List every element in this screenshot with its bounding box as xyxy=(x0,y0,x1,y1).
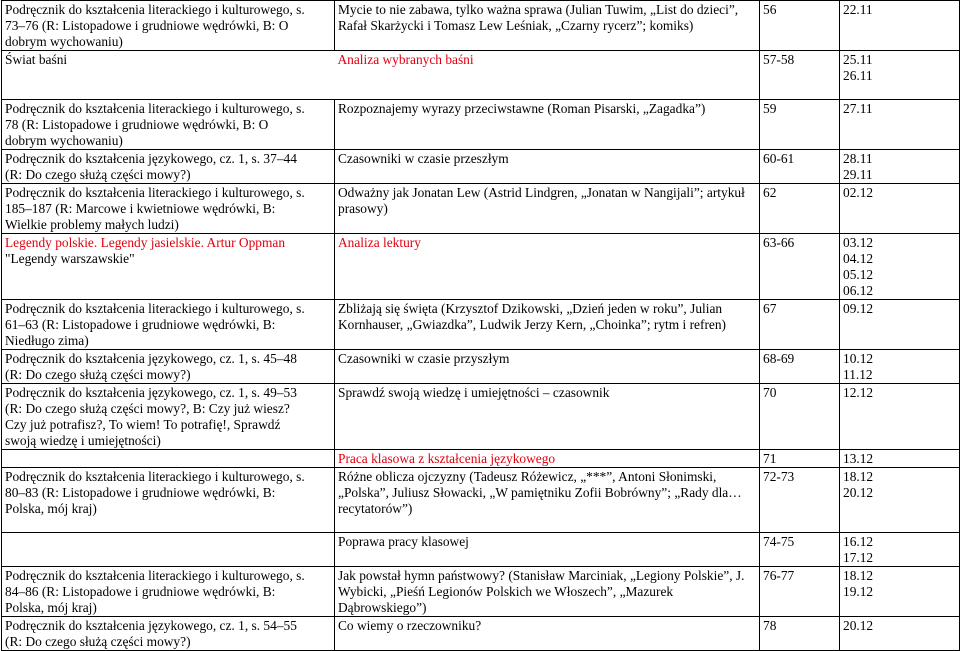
source-line: Legendy polskie. Legendy jasielskie. Artur Oppman xyxy=(5,235,286,250)
topic-line: „Polska”, Juliusz Słowacki, „W pamiętniku Zofii Bobrówny”; „Rady dla… xyxy=(338,485,742,500)
table-row xyxy=(2,234,960,300)
lesson-number-cell xyxy=(760,100,840,150)
lesson-number: 56 xyxy=(763,2,777,17)
topic-cell xyxy=(335,234,760,300)
source-cell xyxy=(2,617,335,651)
table-row xyxy=(2,350,960,384)
topic-cell xyxy=(335,468,760,533)
source-line: Świat baśni xyxy=(5,52,68,67)
lesson-date: 06.12 xyxy=(843,283,874,298)
lesson-date: 18.12 xyxy=(843,568,874,583)
date-cell xyxy=(840,350,960,384)
topic-cell xyxy=(335,533,760,567)
source-cell xyxy=(2,300,335,350)
table-row xyxy=(2,533,960,567)
lesson-number-cell xyxy=(760,450,840,468)
table-row xyxy=(2,150,960,184)
lesson-date: 04.12 xyxy=(843,251,874,266)
source-line: (R: Do czego służą części mowy?, B: Czy już wiesz? xyxy=(5,401,290,416)
source-cell xyxy=(2,234,335,300)
topic-line: Sprawdź swoją wiedzę i umiejętności – czasownik xyxy=(338,385,610,400)
lesson-number: 70 xyxy=(763,385,777,400)
topic-line: Czasowniki w czasie przeszłym xyxy=(338,151,509,166)
source-line: 78 (R: Listopadowe i grudniowe wędrówki, B: O xyxy=(5,117,269,132)
source-cell xyxy=(2,533,335,567)
topic-line: Kornhauser, „Gwiazdka”, Ludwik Jerzy Kern, „Choinka”; rytm i refren) xyxy=(338,317,727,332)
date-cell xyxy=(840,184,960,234)
topic-line: Rozpoznajemy wyrazy przeciwstawne (Roman Pisarski, „Zagadka”) xyxy=(338,101,706,116)
source-cell xyxy=(2,450,335,468)
topic-cell xyxy=(335,384,760,450)
source-cell xyxy=(2,150,335,184)
lesson-number-cell xyxy=(760,234,840,300)
topic-line: Analiza wybranych baśni xyxy=(337,52,474,67)
source-line: Podręcznik do kształcenia literackiego i kulturowego, s. xyxy=(5,2,305,17)
lesson-number-cell xyxy=(760,384,840,450)
lesson-date: 05.12 xyxy=(843,267,874,282)
lesson-date: 09.12 xyxy=(843,301,874,316)
source-line: Polska, mój kraj) xyxy=(5,501,97,516)
topic-line: Rafał Skarżycki i Tomasz Lew Leśniak, „Czarny rycerz”; komiks) xyxy=(338,18,694,33)
lesson-number-cell xyxy=(760,350,840,384)
lesson-number-cell xyxy=(760,1,840,51)
date-cell xyxy=(840,468,960,533)
source-cell xyxy=(2,567,335,617)
date-cell xyxy=(840,450,960,468)
lesson-date: 20.12 xyxy=(843,618,874,633)
source-line: 61–63 (R: Listopadowe i grudniowe wędrówki, B: xyxy=(5,317,276,332)
topic-cell xyxy=(335,150,760,184)
topic-line: prasowy) xyxy=(338,201,388,216)
lesson-date: 13.12 xyxy=(843,451,874,466)
topic-line: Co wiemy o rzeczowniku? xyxy=(338,618,482,633)
topic-line: Wybicki, „Pieśń Legionów Polskich we Włoszech”, „Mazurek xyxy=(338,584,674,599)
source-line: 185–187 (R: Marcowe i kwietniowe wędrówki, B: xyxy=(5,201,276,216)
lesson-number: 57-58 xyxy=(763,52,795,67)
table-row xyxy=(2,100,960,150)
lesson-number: 60-61 xyxy=(763,151,795,166)
source-line: dobrym wychowaniu) xyxy=(5,133,123,148)
topic-line: Praca klasowa z kształcenia językowego xyxy=(338,451,556,466)
lesson-date: 11.12 xyxy=(843,367,873,382)
lesson-number: 63-66 xyxy=(763,235,795,250)
date-cell xyxy=(840,617,960,651)
source-line: Podręcznik do kształcenia literackiego i kulturowego, s. xyxy=(5,185,305,200)
topic-line: Czasowniki w czasie przyszłym xyxy=(338,351,510,366)
table-row xyxy=(2,51,960,100)
lesson-number: 59 xyxy=(763,101,777,116)
lesson-date: 26.11 xyxy=(843,68,873,83)
lesson-number: 74-75 xyxy=(763,534,795,549)
source-line: Podręcznik do kształcenia literackiego i kulturowego, s. xyxy=(5,301,305,316)
topic-cell xyxy=(335,1,760,51)
date-cell xyxy=(840,234,960,300)
source-line: Niedługo zima) xyxy=(5,333,89,348)
source-cell xyxy=(2,350,335,384)
topic-line: Jak powstał hymn państwowy? (Stanisław Marciniak, „Legiony Polskie”, J. xyxy=(338,568,745,583)
lesson-number: 78 xyxy=(763,618,777,633)
source-line: Podręcznik do kształcenia językowego, cz. 1, s. 45–48 xyxy=(5,351,297,366)
table-row xyxy=(2,184,960,234)
source-line: "Legendy warszawskie" xyxy=(5,251,135,266)
lesson-number-cell xyxy=(760,567,840,617)
source-line: Polska, mój kraj) xyxy=(5,600,97,615)
date-cell xyxy=(840,100,960,150)
date-cell xyxy=(840,384,960,450)
lesson-number-cell xyxy=(760,300,840,350)
source-line: Podręcznik do kształcenia literackiego i kulturowego, s. xyxy=(5,101,305,116)
date-cell xyxy=(840,150,960,184)
topic-line: Dąbrowskiego”) xyxy=(338,600,427,615)
source-cell xyxy=(2,51,335,100)
lesson-date: 28.11 xyxy=(843,151,873,166)
source-cell xyxy=(2,384,335,450)
topic-line: recytatorów”) xyxy=(338,501,413,516)
lesson-plan-table xyxy=(1,0,960,651)
table-row xyxy=(2,617,960,651)
source-cell xyxy=(2,184,335,234)
topic-line: Mycie to nie zabawa, tylko ważna sprawa (Julian Tuwim, „List do dzieci”, xyxy=(338,2,739,17)
lesson-date: 16.12 xyxy=(843,534,874,549)
lesson-date: 25.11 xyxy=(843,52,873,67)
source-line: (R: Do czego służą części mowy?) xyxy=(5,634,191,649)
lesson-number-cell xyxy=(760,533,840,567)
source-line: 73–76 (R: Listopadowe i grudniowe wędrówki, B: O xyxy=(5,18,289,33)
lesson-date: 10.12 xyxy=(843,351,874,366)
topic-line: Odważny jak Jonatan Lew (Astrid Lindgren, „Jonatan w Nangijali”; artykuł xyxy=(338,185,745,200)
lesson-date: 17.12 xyxy=(843,550,874,565)
lesson-number: 72-73 xyxy=(763,469,795,484)
topic-cell xyxy=(335,300,760,350)
source-line: swoją wiedzę i umiejętności) xyxy=(5,433,161,448)
lesson-number: 68-69 xyxy=(763,351,795,366)
topic-line: Różne oblicza ojczyzny (Tadeusz Różewicz, „***”, Antoni Słonimski, xyxy=(338,469,717,484)
topic-line: Zbliżają się święta (Krzysztof Dzikowski, „Dzień jeden w roku”, Julian xyxy=(338,301,723,316)
lesson-plan-body xyxy=(2,1,960,651)
lesson-date: 22.11 xyxy=(843,2,873,17)
lesson-number-cell xyxy=(760,51,840,100)
table-row xyxy=(2,300,960,350)
source-line: Podręcznik do kształcenia językowego, cz. 1, s. 49–53 xyxy=(5,385,297,400)
topic-cell xyxy=(335,51,760,100)
topic-cell xyxy=(335,100,760,150)
lesson-date: 18.12 xyxy=(843,469,874,484)
lesson-date: 03.12 xyxy=(843,235,874,250)
lesson-number: 71 xyxy=(763,451,777,466)
source-line: 84–86 (R: Listopadowe i grudniowe wędrówki, B: xyxy=(5,584,276,599)
source-line: Podręcznik do kształcenia literackiego i kulturowego, s. xyxy=(5,469,305,484)
lesson-date: 20.12 xyxy=(843,485,874,500)
lesson-number: 67 xyxy=(763,301,777,316)
table-row xyxy=(2,468,960,533)
lesson-number-cell xyxy=(760,468,840,533)
source-cell xyxy=(2,100,335,150)
date-cell xyxy=(840,300,960,350)
lesson-date: 19.12 xyxy=(843,584,874,599)
lesson-number-cell xyxy=(760,150,840,184)
source-line: (R: Do czego służą części mowy?) xyxy=(5,367,191,382)
source-line: Podręcznik do kształcenia językowego, cz. 1, s. 54–55 xyxy=(5,618,297,633)
source-line: (R: Do czego służą części mowy?) xyxy=(5,167,191,182)
table-row xyxy=(2,567,960,617)
table-row xyxy=(2,450,960,468)
source-cell xyxy=(2,1,335,51)
lesson-number: 62 xyxy=(763,185,777,200)
source-cell xyxy=(2,468,335,533)
source-line: Wielkie problemy małych ludzi) xyxy=(5,217,179,232)
lesson-date: 29.11 xyxy=(843,167,873,182)
topic-cell xyxy=(335,184,760,234)
source-line: Podręcznik do kształcenia językowego, cz. 1, s. 37–44 xyxy=(5,151,297,166)
date-cell xyxy=(840,533,960,567)
date-cell xyxy=(840,51,960,100)
table-row xyxy=(2,1,960,51)
topic-cell xyxy=(335,567,760,617)
lesson-date: 27.11 xyxy=(843,101,873,116)
source-line: 80–83 (R: Listopadowe i grudniowe wędrówki, B: xyxy=(5,485,276,500)
topic-line: Poprawa pracy klasowej xyxy=(338,534,469,549)
lesson-number: 76-77 xyxy=(763,568,795,583)
source-line: dobrym wychowaniu) xyxy=(5,34,123,49)
lesson-date: 12.12 xyxy=(843,385,874,400)
source-line: Czy już potrafisz?, To wiem! To potrafię!, Sprawdź xyxy=(5,417,281,432)
table-row xyxy=(2,384,960,450)
source-line: Podręcznik do kształcenia literackiego i kulturowego, s. xyxy=(5,568,305,583)
topic-cell xyxy=(335,450,760,468)
date-cell xyxy=(840,567,960,617)
topic-cell xyxy=(335,350,760,384)
lesson-date: 02.12 xyxy=(843,185,874,200)
topic-cell xyxy=(335,617,760,651)
date-cell xyxy=(840,1,960,51)
topic-line: Analiza lektury xyxy=(338,235,421,250)
lesson-number-cell xyxy=(760,184,840,234)
lesson-number-cell xyxy=(760,617,840,651)
